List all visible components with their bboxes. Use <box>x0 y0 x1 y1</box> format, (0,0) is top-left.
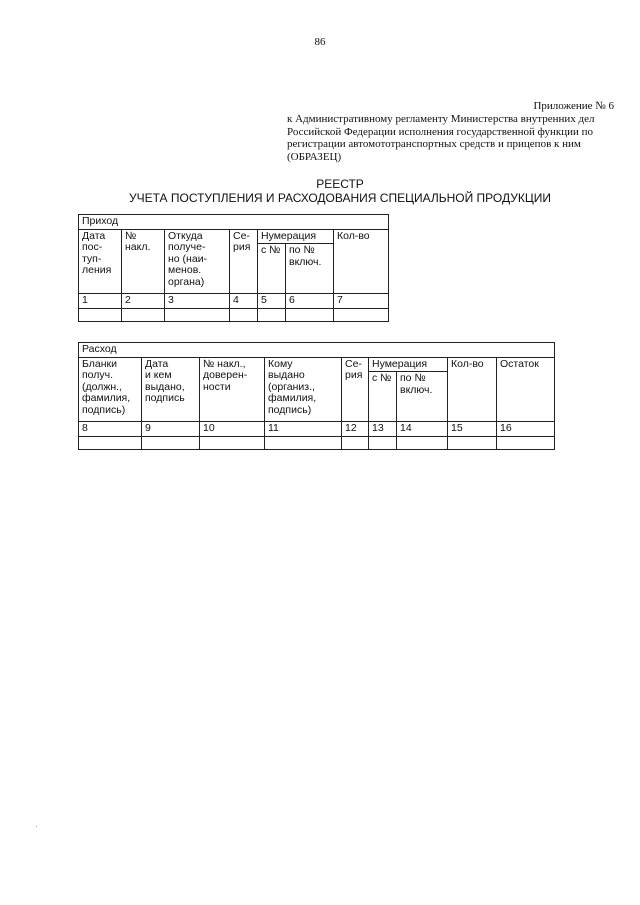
expense-section-label: Расход <box>79 343 555 358</box>
income-col-number: 3 <box>165 294 230 309</box>
income-col-number: 4 <box>230 294 258 309</box>
income-section-label: Приход <box>79 215 389 230</box>
title-line-2: УЧЕТА ПОСТУПЛЕНИЯ И РАСХОДОВАНИЯ СПЕЦИАЛЬНОЙ ПРОДУКЦИИ <box>128 191 551 205</box>
expense-col-number: 8 <box>79 422 142 437</box>
income-header-to: по № включ. <box>286 244 334 294</box>
expense-col-number: 9 <box>142 422 200 437</box>
appendix-line: к Административному регламенту Министерства внутренних дел <box>287 113 595 125</box>
expense-header-to-whom: Кому выдано (организ., фамилия, подпись) <box>265 357 342 422</box>
table-cell <box>265 436 342 449</box>
expense-header-invoice: № накл., доверен- ности <box>200 357 265 422</box>
income-col-number: 1 <box>79 294 122 309</box>
expense-empty-row <box>79 436 555 449</box>
income-header-from: с № <box>258 244 286 294</box>
expense-header-series: Се- рия <box>342 357 369 422</box>
income-header-invoice: № накл. <box>122 229 165 294</box>
expense-col-number: 14 <box>397 422 448 437</box>
appendix-line: (ОБРАЗЕЦ) <box>287 150 342 163</box>
expense-col-number: 15 <box>448 422 497 437</box>
table-cell <box>369 436 397 449</box>
income-col-number: 2 <box>122 294 165 309</box>
expense-header-remainder: Остаток <box>497 357 555 422</box>
table-cell <box>79 436 142 449</box>
expense-header-from: с № <box>369 372 397 422</box>
income-col-number: 5 <box>258 294 286 309</box>
title-line-1: РЕЕСТР <box>316 177 364 191</box>
expense-col-number: 16 <box>497 422 555 437</box>
expense-col-number: 10 <box>200 422 265 437</box>
table-cell <box>122 308 165 321</box>
expense-header-numbering: Нумерация <box>369 357 448 372</box>
income-table <box>78 214 389 322</box>
expense-col-number: 13 <box>369 422 397 437</box>
expense-col-number: 11 <box>265 422 342 437</box>
appendix-title: Приложение № 6 <box>533 100 614 112</box>
table-cell <box>397 436 448 449</box>
table-cell <box>79 308 122 321</box>
appendix-line: Российской Федерации исполнения государственной функции по <box>287 125 594 138</box>
appendix-description <box>287 113 616 163</box>
income-header-qty: Кол-во <box>334 229 389 294</box>
table-cell <box>497 436 555 449</box>
expense-col-number: 12 <box>342 422 369 437</box>
table-cell <box>200 436 265 449</box>
expense-header-date: Дата и кем выдано, подпись <box>142 357 200 422</box>
income-empty-row <box>79 308 389 321</box>
income-header-numbering: Нумерация <box>258 229 334 244</box>
table-cell <box>334 308 389 321</box>
income-header-series: Се- рия <box>230 229 258 294</box>
income-col-number: 6 <box>286 294 334 309</box>
table-cell <box>258 308 286 321</box>
table-cell <box>342 436 369 449</box>
income-col-number: 7 <box>334 294 389 309</box>
appendix-line: регистрации автомототранспортных средств и прицепов к ним <box>287 138 581 150</box>
table-cell <box>448 436 497 449</box>
scan-speck <box>36 826 37 827</box>
expense-header-to: по № включ. <box>397 372 448 422</box>
table-cell <box>142 436 200 449</box>
table-cell <box>286 308 334 321</box>
expense-header-qty: Кол-во <box>448 357 497 422</box>
expense-table <box>78 342 555 450</box>
document-title <box>0 177 640 205</box>
income-header-date: Дата пос- туп- ления <box>79 229 122 294</box>
table-cell <box>165 308 230 321</box>
income-header-source: Откуда получе- но (наи- менов. органа) <box>165 229 230 294</box>
expense-header-blanks: Бланки получ. (должн., фамилия, подпись) <box>79 357 142 422</box>
table-cell <box>230 308 258 321</box>
page-number: 86 <box>314 36 326 48</box>
